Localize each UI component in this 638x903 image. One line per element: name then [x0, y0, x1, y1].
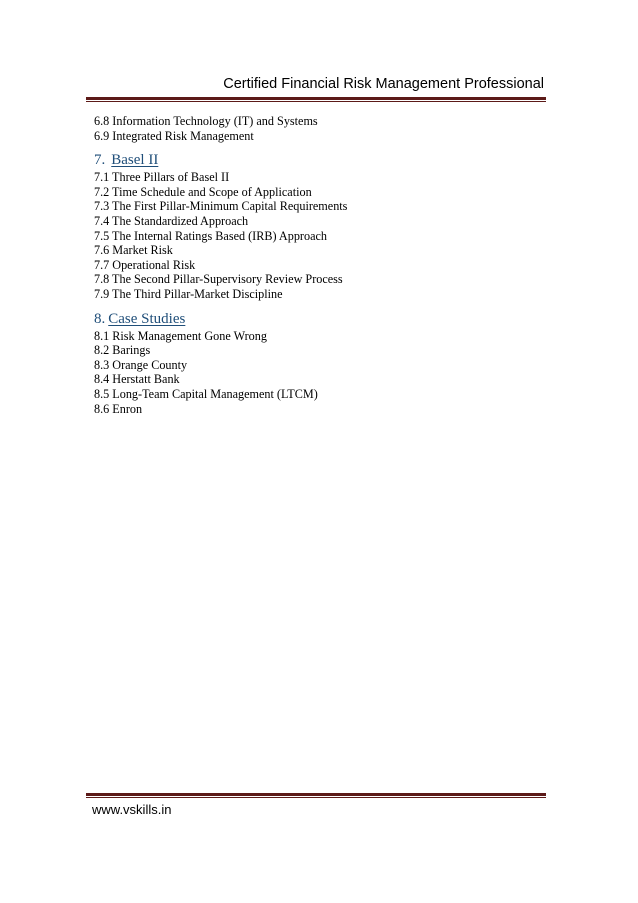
- section-8-number: 8.: [94, 310, 106, 327]
- list-item: 8.6 Enron: [94, 401, 143, 416]
- list-item: 7.8 The Second Pillar-Supervisory Review Process: [94, 272, 343, 287]
- list-item: 8.4 Herstatt Bank: [94, 372, 180, 387]
- footer-url: www.vskills.in: [92, 802, 172, 817]
- section-8-list: [94, 329, 554, 417]
- list-item: 7.1 Three Pillars of Basel II: [94, 170, 230, 185]
- list-item: 7.2 Time Schedule and Scope of Application: [94, 184, 312, 199]
- list-item: 7.9 The Third Pillar-Market Discipline: [94, 286, 283, 301]
- section-7-heading: [94, 151, 554, 169]
- list-item: 8.2 Barings: [94, 343, 151, 358]
- page-header-title: Certified Financial Risk Management Professional: [223, 76, 544, 92]
- page-content: [94, 114, 554, 416]
- section-7-title: Basel II: [111, 152, 159, 169]
- section-7-number: 7.: [94, 152, 106, 169]
- list-item: 8.5 Long-Team Capital Management (LTCM): [94, 386, 318, 401]
- list-item: 8.1 Risk Management Gone Wrong: [94, 328, 267, 343]
- section-6-list: [94, 114, 554, 143]
- list-item: 6.8 Information Technology (IT) and Systems: [94, 114, 318, 128]
- section-7-list: [94, 170, 554, 301]
- list-item: 6.9 Integrated Risk Management: [94, 128, 254, 143]
- section-8-heading: [94, 310, 554, 328]
- list-item: 7.7 Operational Risk: [94, 257, 196, 272]
- footer-rule-thick: [86, 793, 546, 796]
- footer-rule-thin: [86, 797, 546, 798]
- list-item: 7.4 The Standardized Approach: [94, 213, 249, 228]
- section-8-title: Case Studies: [108, 310, 186, 327]
- list-item: 7.6 Market Risk: [94, 243, 173, 258]
- list-item: 7.3 The First Pillar-Minimum Capital Requirements: [94, 199, 348, 214]
- header-rule-thick: [86, 97, 546, 100]
- header-rule-thin: [86, 101, 546, 102]
- list-item: 7.5 The Internal Ratings Based (IRB) Approach: [94, 228, 327, 243]
- list-item: 8.3 Orange County: [94, 357, 188, 372]
